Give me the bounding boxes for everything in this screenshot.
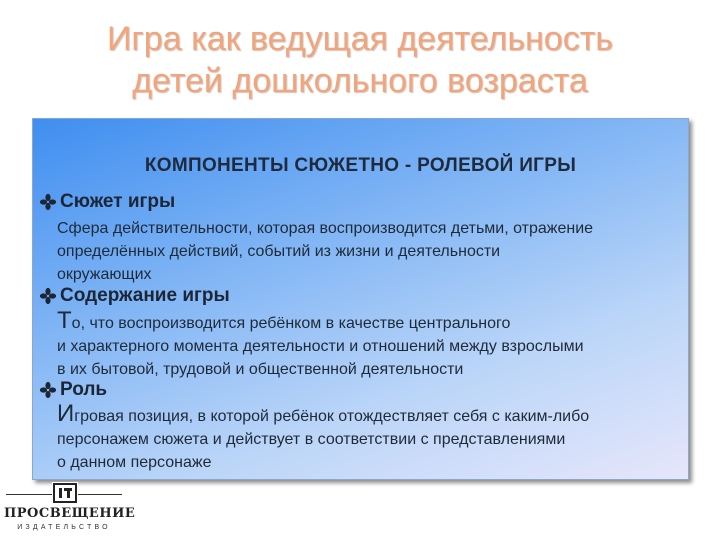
section-heading-label: Роль	[60, 379, 108, 400]
text-line-rest: о, что воспроизводится ребёнком в качестве центрального	[71, 315, 511, 332]
text-line: определённых действий, событий из жизни и деятельности	[57, 243, 501, 260]
title-line-2: детей дошкольного возраста	[132, 62, 588, 100]
diamond-bullet-icon	[39, 193, 57, 211]
text-line: о данном персонаже	[57, 454, 212, 471]
text-line: окружающих	[57, 266, 152, 283]
components-panel	[32, 118, 689, 480]
section-content-heading	[39, 285, 230, 307]
text-line	[57, 402, 589, 428]
diamond-bullet-icon	[39, 287, 57, 305]
diamond-bullet-icon	[39, 381, 57, 399]
section-plot-heading	[39, 191, 175, 213]
text-line: и характерного момента деятельности и отношений между взрослыми	[57, 338, 584, 355]
logo-name: ПРОСВЕЩЕНИЕ	[4, 506, 136, 521]
section-content-text	[57, 309, 584, 381]
section-heading-label: Сюжет игры	[60, 191, 176, 212]
title-line-1: Игра как ведущая деятельность	[106, 20, 614, 58]
section-heading-label: Содержание игры	[60, 285, 230, 306]
panel-title: КОМПОНЕНТЫ СЮЖЕТНО - РОЛЕВОЙ ИГРЫ	[144, 155, 577, 176]
section-plot-text	[57, 217, 593, 286]
section-role-text	[57, 402, 589, 474]
publisher-emblem-icon	[52, 482, 78, 504]
drop-initial: И	[57, 400, 75, 427]
text-line: персонажем сюжета и действует в соответствии с представлениями	[57, 431, 566, 448]
text-line: в их бытовой, трудовой и общественной деятельности	[57, 361, 464, 378]
text-line	[57, 309, 584, 335]
text-line: Сфера действительности, которая воспроизводится детьми, отражение	[57, 220, 594, 237]
text-line-rest: гровая позиция, в которой ребёнок отождествляет себя с каким-либо	[74, 408, 590, 425]
publisher-logo	[4, 482, 136, 538]
slide-title	[0, 18, 720, 102]
logo-subtitle: ИЗДАТЕЛЬСТВО	[17, 524, 111, 531]
drop-initial: Т	[57, 307, 72, 334]
section-role-heading	[39, 379, 107, 401]
